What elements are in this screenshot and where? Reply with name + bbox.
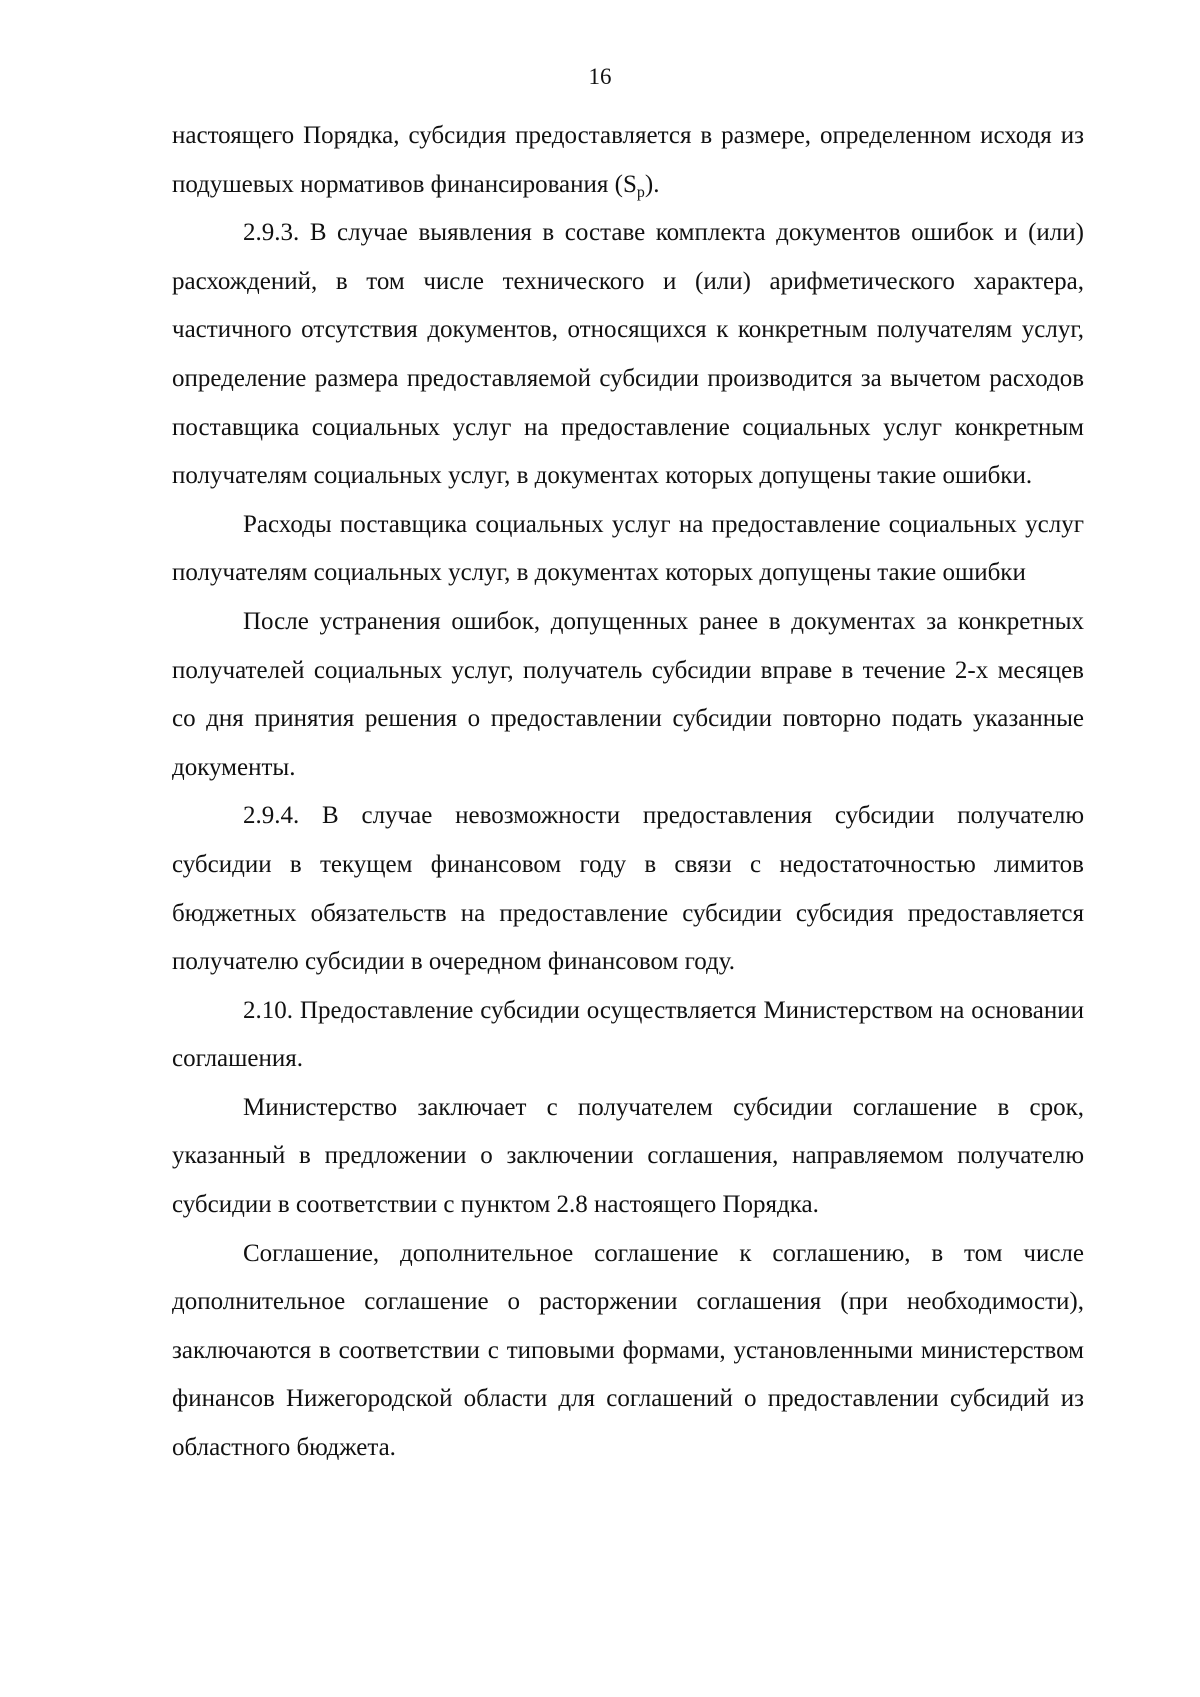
paragraph-2-9-3: 2.9.3. В случае выявления в составе комплекта документов ошибок и (или) расхождений, в том числе технического и (или) арифметического характера, частичного отсутствия документов, относящихся к конкретным получателям услуг, определение размера предоставляемой субсидии производится за вычетом расходов поставщика социальных услуг на предоставление социальных услуг конкретным получателям социальных услуг, в документах которых допущены такие ошибки. (172, 219, 1084, 490)
paragraph-continuation (172, 112, 1084, 209)
paragraph-2-9-4: 2.9.4. В случае невозможности предоставления субсидии получателю субсидии в текущем финансовом году в связи с недостаточностью лимитов бюджетных обязательств на предоставление субсидии субсидия предоставляется получателю субсидии в очередном финансовом году. (172, 802, 1084, 976)
paragraph-text: настоящего Порядка, субсидия предоставляется в размере, определенном исходя из подушевых нормативов финансирования (S (172, 122, 1084, 198)
paragraph-2-10: 2.10. Предоставление субсидии осуществляется Министерством на основании соглашения. (172, 996, 1084, 1073)
paragraph-after-correction: После устранения ошибок, допущенных ранее в документах за конкретных получателей социальных услуг, получатель субсидии вправе в течение 2-х месяцев со дня принятия решения о предоставлении субсидии повторно подать указанные документы. (172, 607, 1084, 781)
paragraph-expenses: Расходы поставщика социальных услуг на предоставление социальных услуг получателям социальных услуг, в документах которых допущены такие ошибки (172, 510, 1084, 587)
paragraph-ministry-agreement: Министерство заключает с получателем субсидии соглашение в срок, указанный в предложении о заключении соглашения, направляемом получателю субсидии в соответствии с пунктом 2.8 настоящего Порядка. (172, 1093, 1084, 1219)
page-number: 16 (588, 64, 612, 89)
paragraph-text-end: ). (644, 170, 660, 198)
document-body (172, 112, 1084, 1473)
subscript-p: р (636, 183, 645, 201)
paragraph-agreement-forms: Соглашение, дополнительное соглашение к соглашению, в том числе дополнительное соглашение о расторжении соглашения (при необходимости), заключаются в соответствии с типовыми формами, установленными министерством финансов Нижегородской области для соглашений о предоставлении субсидий из областного бюджета. (172, 1239, 1084, 1462)
